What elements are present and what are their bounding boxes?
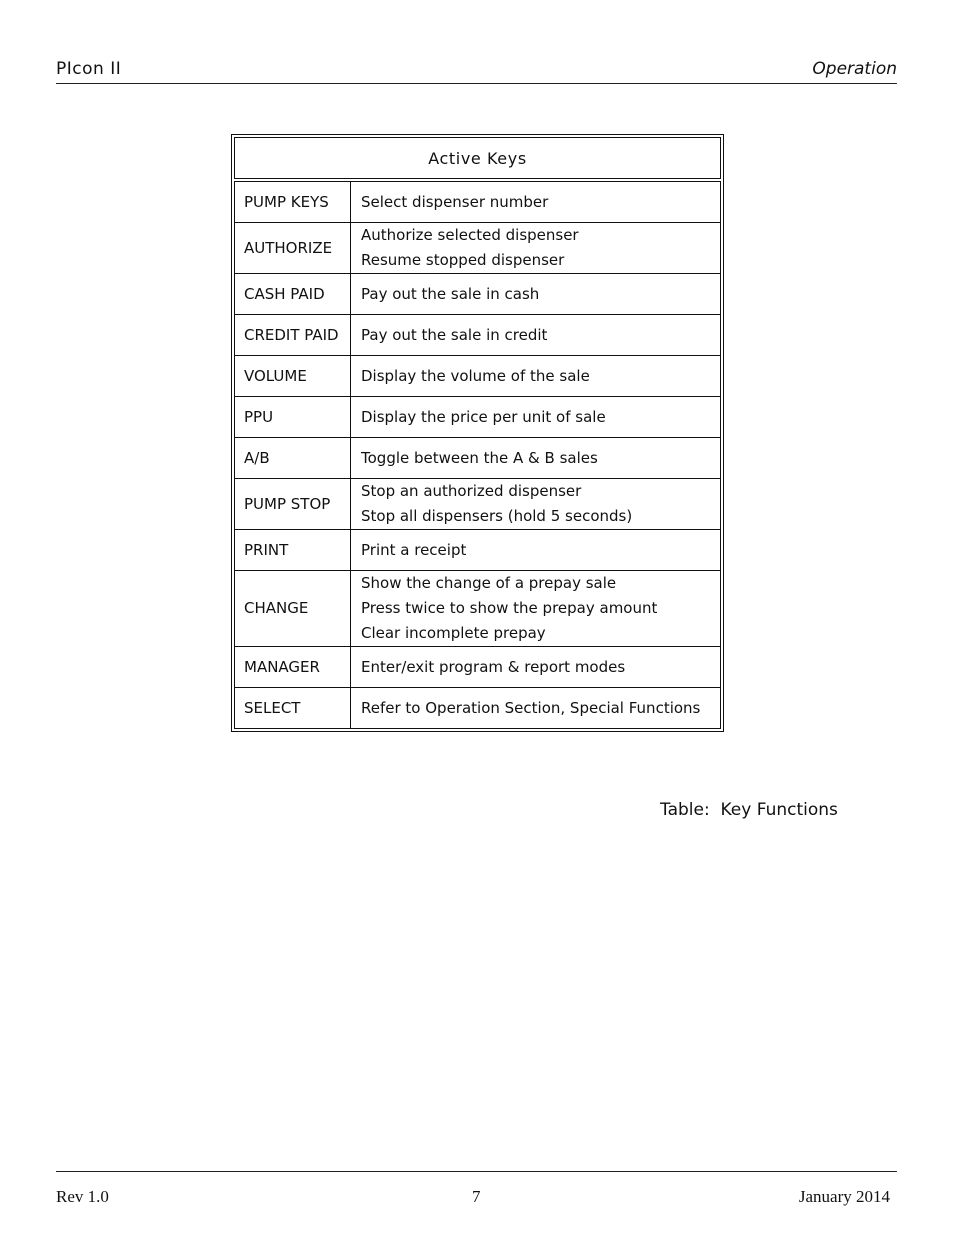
description-line: Toggle between the A & B sales [361, 448, 598, 467]
page-footer [56, 1171, 897, 1212]
description-line: Show the change of a prepay sale [361, 574, 617, 592]
table-row [235, 180, 721, 223]
key-name-cell: CREDIT PAID [235, 315, 351, 356]
description-line: Display the price per unit of sale [361, 407, 606, 426]
description-line: Refer to Operation Section, Special Functions [361, 698, 701, 717]
key-description-cell [351, 530, 721, 571]
description-line: Pay out the sale in cash [361, 284, 540, 303]
key-description-cell [351, 223, 721, 274]
key-description-cell [351, 647, 721, 688]
table-row [235, 397, 721, 438]
description-line: Clear incomplete prepay [361, 624, 546, 642]
key-name-cell: A/B [235, 438, 351, 479]
document-title: PIcon II [56, 59, 122, 79]
table-caption: Table: Key Functions [660, 800, 838, 820]
description-line: Pay out the sale in credit [361, 325, 548, 344]
table-row [235, 274, 721, 315]
table-row [235, 688, 721, 729]
table-row [235, 571, 721, 647]
page-header [56, 56, 897, 84]
table-row [235, 223, 721, 274]
description-line: Display the volume of the sale [361, 366, 590, 385]
table-row [235, 438, 721, 479]
key-name-cell: PUMP STOP [235, 479, 351, 530]
key-description-cell [351, 438, 721, 479]
key-name-cell: CHANGE [235, 571, 351, 647]
description-line: Select dispenser number [361, 192, 549, 211]
key-name-cell: VOLUME [235, 356, 351, 397]
description-line: Print a receipt [361, 540, 467, 559]
key-functions-table [234, 137, 721, 729]
key-description-cell [351, 688, 721, 729]
revision-label: Rev 1.0 [56, 1187, 109, 1206]
key-name-cell: MANAGER [235, 647, 351, 688]
key-description-cell [351, 479, 721, 530]
table-row [235, 356, 721, 397]
key-description-cell [351, 397, 721, 438]
key-description-cell [351, 180, 721, 223]
key-name-cell: CASH PAID [235, 274, 351, 315]
table-row [235, 647, 721, 688]
description-line: Authorize selected dispenser [361, 226, 579, 244]
key-functions-table-frame [231, 134, 724, 732]
key-description-cell [351, 315, 721, 356]
description-line: Stop an authorized dispenser [361, 482, 582, 500]
key-description-cell [351, 356, 721, 397]
page-number: 7 [472, 1187, 481, 1206]
description-line: Press twice to show the prepay amount [361, 599, 658, 617]
table-row [235, 479, 721, 530]
key-name-cell: PPU [235, 397, 351, 438]
publication-date: January 2014 [798, 1187, 890, 1206]
description-line: Stop all dispensers (hold 5 seconds) [361, 507, 633, 525]
key-name-cell: PUMP KEYS [235, 180, 351, 223]
description-line: Resume stopped dispenser [361, 251, 565, 269]
table-row [235, 315, 721, 356]
key-name-cell: SELECT [235, 688, 351, 729]
table-heading: Active Keys [235, 138, 721, 181]
description-line: Enter/exit program & report modes [361, 657, 626, 676]
table-body [235, 180, 721, 729]
key-name-cell: AUTHORIZE [235, 223, 351, 274]
table-row [235, 530, 721, 571]
key-description-cell [351, 274, 721, 315]
key-description-cell [351, 571, 721, 647]
key-name-cell: PRINT [235, 530, 351, 571]
section-title: Operation [812, 59, 897, 79]
